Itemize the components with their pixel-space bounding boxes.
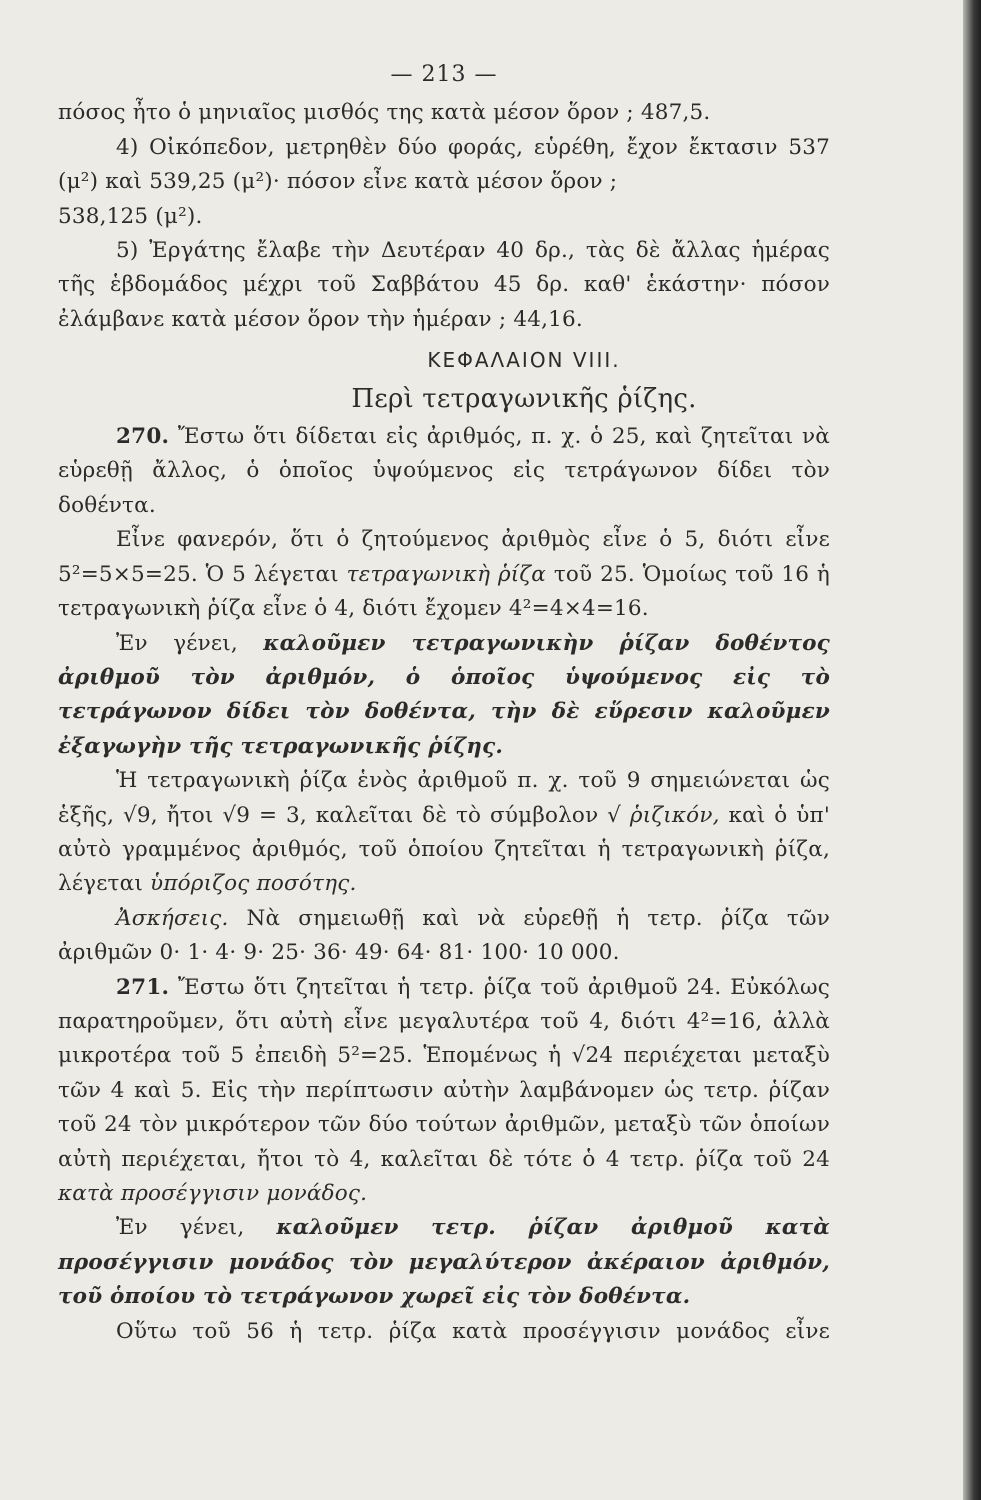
- definition-text: καλοῦμεν τετραγωνικὴν ῥίζαν δοθέντος ἀριθμοῦ τὸν ἀριθμόν, ὁ ὁποῖος ὑψούμενος εἰς τὸ τετράγωνον δίδει τὸν δοθέντα, τὴν δὲ εὕρεσιν καλοῦμεν ἐξαγωγὴν τῆς τετραγωνικῆς ῥίζης.: [58, 630, 830, 759]
- section-270-number: 270.: [116, 424, 170, 450]
- chapter-heading: ΚΕΦΑΛΑΙΟΝ VIII.: [427, 348, 621, 373]
- exercises: [58, 902, 830, 971]
- problem-continuation: πόσος ἦτο ὁ μηνιαῖος μισθός της κατὰ μέσον ὅρον ; 487,5.: [58, 100, 711, 126]
- page-edge-shadow: [963, 0, 981, 1500]
- section-271-definition: [58, 1211, 830, 1314]
- section-270: [58, 420, 830, 523]
- para-text: Ἐν γένει,: [116, 1215, 245, 1241]
- problem-4-answer: 538,125 (μ²).: [58, 203, 203, 229]
- term-square-root: τετραγωνικὴ ῥίζα: [346, 561, 547, 587]
- exercises-label: Ἀσκήσεις.: [116, 905, 229, 931]
- section-270-text: Ἔστω ὅτι δίδεται εἰς ἀριθμός, π. χ. ὁ 25, καὶ ζητεῖται νὰ εὑρεθῇ ἄλλος, ὁ ὁποῖος ὑψούμενος εἰς τετράγωνον δίδει τὸν δοθέντα.: [58, 424, 830, 518]
- term-radical: ῥιζικόν,: [629, 802, 720, 828]
- para-text: Ἐν γένει,: [116, 630, 238, 656]
- page-number: — 213 —: [390, 62, 498, 87]
- problem-4: 4) Οἰκόπεδον, μετρηθὲν δύο φοράς, εὑρέθη, ἔχον ἔκτασιν 537 (μ²) καὶ 539,25 (μ²)· πόσον εἶνε κατὰ μέσον ὅρον ;: [58, 134, 830, 195]
- section-270-para-4: [58, 764, 830, 902]
- definition-text: καλοῦμεν τετρ. ῥίζαν ἀριθμοῦ κατὰ προσέγγισιν μονάδος τὸν μεγαλύτερον ἀκέραιον ἀριθμόν, τοῦ ὁποίου τὸ τετράγωνον χωρεῖ εἰς τὸν δοθέντα.: [58, 1215, 830, 1310]
- exercises-text: Νὰ σημειωθῇ καὶ νὰ εὑρεθῇ ἡ τετρ. ῥίζα τῶν ἀριθμῶν 0· 1· 4· 9· 25· 36· 49· 64· 81· 100· 10 000.: [58, 905, 830, 966]
- term-radicand: ὑπόριζος ποσότης.: [150, 871, 357, 897]
- para-text: Εἶνε φανερόν, ὅτι ὁ ζητούμενος ἀριθμὸς εἶνε ὁ 5, διότι εἶνε 5²=5×5=25. Ὁ 5 λέγεται: [58, 527, 830, 587]
- para-text: Ἡ τετραγωνικὴ ῥίζα ἑνὸς ἀριθμοῦ π. χ. τοῦ 9 σημειώνεται ὡς ἑξῆς, √9, ἤτοι √9 = 3, καλεῖται δὲ τὸ σύμβολον √: [58, 768, 830, 828]
- section-270-definition: [58, 627, 830, 765]
- problem-5: 5) Ἐργάτης ἔλαβε τὴν Δευτέραν 40 δρ., τὰς δὲ ἄλλας ἡμέρας τῆς ἑβδομάδος μέχρι τοῦ Σαββάτου 45 δρ. καθ' ἑκάστην· πόσον ἐλάμβανε κατὰ μέσον ὅρον τὴν ἡμέραν ; 44,16.: [58, 238, 830, 332]
- chapter-title: Περὶ τετραγωνικῆς ῥίζης.: [351, 383, 697, 414]
- term-approximation: κατὰ προσέγγισιν μονάδος.: [58, 1181, 368, 1206]
- section-270-para-2: [58, 523, 830, 626]
- para-text: τοῦ 25. Ὁμοίως τοῦ 16 ἡ τετραγωνικὴ ῥίζα εἶνε ὁ 4, διότι ἔχομεν 4²=4×4=16.: [58, 561, 831, 622]
- section-271: [58, 971, 830, 1212]
- section-271-number: 271.: [116, 974, 170, 1000]
- section-271-text: Ἔστω ὅτι ζητεῖται ἡ τετρ. ῥίζα τοῦ ἀριθμοῦ 24. Εὐκόλως παρατηροῦμεν, ὅτι αὐτὴ εἶνε μεγαλυτέρα τοῦ 4, διότι 4²=16, ἀλλὰ μικροτέρα τοῦ 5 ἐπειδὴ 5²=25. Ἑπομένως ἡ √24 περιέχεται μεταξὺ τῶν 4 καὶ 5. Εἰς τὴν περίπτωσιν αὐτὴν λαμβάνομεν ὡς τετρ. ῥίζαν τοῦ 24 τὸν μικρότερον τῶν δύο τούτων ἀριθμῶν, μεταξὺ τῶν ὁποίων αὐτὴ περιέχεται, ἤτοι τὸ 4, καλεῖται δὲ τότε ὁ 4 τετρ. ῥίζα τοῦ 24: [58, 974, 830, 1172]
- section-271-para-3: Οὕτω τοῦ 56 ἡ τετρ. ῥίζα κατὰ προσέγγισιν μονάδος εἶνε: [116, 1318, 830, 1344]
- book-page: [58, 58, 830, 1349]
- para-text: καὶ ὁ ὑπ' αὐτὸ γραμμένος ἀριθμός, τοῦ ὁποίου ζητεῖται ἡ τετραγωνικὴ ῥίζα, λέγεται: [58, 802, 830, 897]
